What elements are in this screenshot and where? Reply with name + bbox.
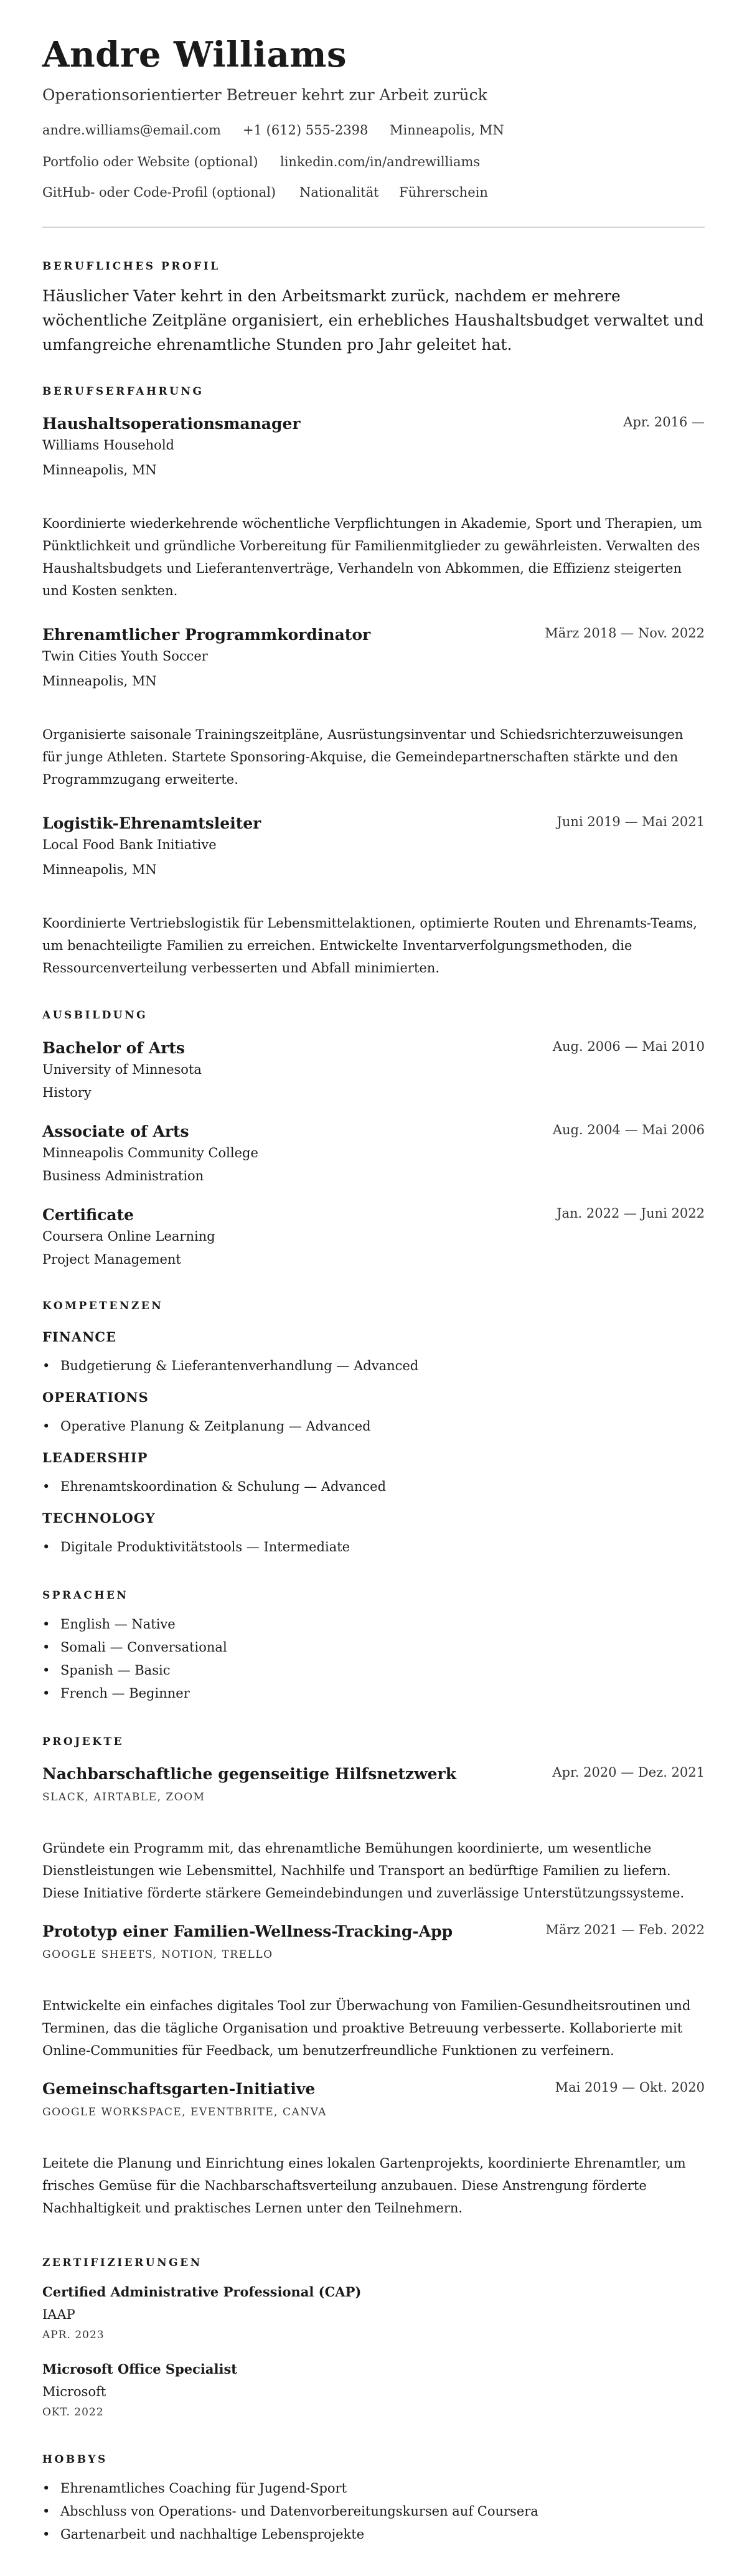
- project-title: Nachbarschaftliche gegenseitige Hilfsnetzwerk: [42, 1765, 457, 1783]
- certification-issuer: IAAP: [42, 2307, 75, 2322]
- project-description: Leitete die Planung und Einrichtung eines lokalen Gartenprojekts, koordinierte Ehrenamtler, um frisches Gemüse für die Nachbarschaftsverteilung anzubauen. Diese Anstrengung förderte Nachhaltigkeit und praktisches Lernen unter den Teilnehmern.: [42, 2156, 686, 2216]
- language-item: • English — Native: [42, 1617, 176, 1632]
- education-school: Minneapolis Community College: [42, 1145, 258, 1160]
- education-field: Project Management: [42, 1252, 181, 1267]
- skill-item: • Operative Planung & Zeitplanung — Advanced: [42, 1419, 371, 1434]
- contact-linkedin[interactable]: linkedin.com/in/andrewilliams: [280, 154, 481, 169]
- language-item: • Spanish — Basic: [42, 1663, 171, 1678]
- education-degree: Certificate: [42, 1206, 134, 1224]
- certification-date: OKT. 2022: [42, 2406, 104, 2419]
- language-item: • Somali — Conversational: [42, 1640, 227, 1655]
- job-date: März 2018 — Nov. 2022: [545, 626, 705, 641]
- job-location: Minneapolis, MN: [42, 674, 157, 689]
- project-description: Entwickelte ein einfaches digitales Tool zur Überwachung von Familien-Gesundheitsroutinen und Terminen, das die tägliche Organisation und proaktive Betreuung verbesserte. Kollaborierte mit Online-Communities für Feedback, um benutzerfreundliche Funktionen zu verfeinern.: [42, 1998, 691, 2058]
- project-date: März 2021 — Feb. 2022: [545, 1922, 705, 1937]
- job-location: Minneapolis, MN: [42, 463, 157, 477]
- section-heading-experience: BERUFSERFAHRUNG: [42, 385, 204, 398]
- job-description: Koordinierte wiederkehrende wöchentliche Verpflichtungen in Akademie, Sport und Therapien, um Pünktlichkeit und gründliche Vorbereitung für Familienmitglieder zu gewährleisten. Verwalten des Haushaltsbudgets und Lieferantenverträge, Verhandeln von Abkommen, die Effizienz steigerten und Kosten senkten.: [42, 516, 702, 598]
- contact-license: Führerschein: [399, 185, 488, 200]
- hobby-item: • Ehrenamtliches Coaching für Jugend-Sport: [42, 2481, 347, 2496]
- hobby-item: • Gartenarbeit und nachhaltige Lebensprojekte: [42, 2527, 365, 2542]
- education-school: Coursera Online Learning: [42, 1229, 215, 1244]
- section-heading-education: AUSBILDUNG: [42, 1009, 148, 1022]
- contact-email[interactable]: andre.williams@email.com: [42, 123, 221, 138]
- project-date: Apr. 2020 — Dez. 2021: [552, 1765, 705, 1780]
- job-title: Haushaltsoperationsmanager: [42, 415, 301, 433]
- education-date: Aug. 2004 — Mai 2006: [552, 1122, 705, 1137]
- contact-portfolio[interactable]: Portfolio oder Website (optional): [42, 154, 258, 169]
- project-tech: GOOGLE SHEETS, NOTION, TRELLO: [42, 1948, 273, 1961]
- skill-category: OPERATIONS: [42, 1389, 149, 1405]
- job-description: Koordinierte Vertriebslogistik für Lebensmittelaktionen, optimierte Routen und Ehrenamts-Teams, um benachteiligte Familien zu erreichen. Entwickelte Inventarverfolgungsmethoden, die Ressourcenverteilung verbesserten und Abfall minimierten.: [42, 916, 697, 975]
- project-tech: GOOGLE WORKSPACE, EVENTBRITE, CANVA: [42, 2106, 327, 2118]
- job-location: Minneapolis, MN: [42, 862, 157, 877]
- job-org: Local Food Bank Initiative: [42, 837, 217, 852]
- contact-nationality: Nationalität: [299, 185, 379, 200]
- section-heading-hobbies: HOBBYS: [42, 2453, 108, 2466]
- skill-category: TECHNOLOGY: [42, 1510, 156, 1526]
- education-date: Jan. 2022 — Juni 2022: [557, 1206, 705, 1221]
- section-heading-profile: BERUFLICHES PROFIL: [42, 260, 220, 273]
- section-heading-skills: KOMPETENZEN: [42, 1300, 164, 1312]
- skill-item: • Ehrenamtskoordination & Schulung — Advanced: [42, 1479, 387, 1494]
- skill-item: • Digitale Produktivitätstools — Intermediate: [42, 1539, 350, 1554]
- project-date: Mai 2019 — Okt. 2020: [555, 2080, 705, 2095]
- job-org: Twin Cities Youth Soccer: [42, 649, 208, 664]
- contact-github[interactable]: GitHub- oder Code-Profil (optional): [42, 185, 276, 200]
- education-field: History: [42, 1085, 92, 1100]
- job-title: Ehrenamtlicher Programmkordinator: [42, 626, 371, 644]
- certification-title: Certified Administrative Professional (CAP): [42, 2284, 362, 2300]
- section-heading-projects: PROJEKTE: [42, 1736, 125, 1748]
- certification-date: APR. 2023: [42, 2329, 105, 2341]
- education-degree: Bachelor of Arts: [42, 1039, 186, 1057]
- education-field: Business Administration: [42, 1168, 204, 1183]
- header-divider: [42, 227, 705, 228]
- section-heading-certifications: ZERTIFIZIERUNGEN: [42, 2257, 202, 2269]
- education-date: Aug. 2006 — Mai 2010: [552, 1039, 705, 1054]
- profile-text: Häuslicher Vater kehrt in den Arbeitsmarkt zurück, nachdem er mehrere wöchentliche Zeitpläne organisiert, ein erhebliches Haushaltsbudget verwaltet und umfangreiche ehrenamtliche Stunden pro Jahr geleitet hat.: [42, 287, 704, 354]
- project-description: Gründete ein Programm mit, das ehrenamtliche Bemühungen koordinierte, um wesentliche Dienstleistungen wie Lebensmittel, Nachhilfe und Transport an bedürftige Familien zu liefern. Diese Initiative förderte stärkere Gemeindebindungen und zuverlässige Unterstützungssysteme.: [42, 1841, 685, 1901]
- job-title: Logistik-Ehrenamtsleiter: [42, 814, 261, 832]
- project-title: Gemeinschaftsgarten-Initiative: [42, 2080, 316, 2098]
- skill-item: • Budgetierung & Lieferantenverhandlung — Advanced: [42, 1358, 419, 1373]
- candidate-subtitle: Operationsorientierter Betreuer kehrt zur Arbeit zurück: [42, 86, 487, 104]
- education-school: University of Minnesota: [42, 1062, 202, 1077]
- contact-location: Minneapolis, MN: [390, 123, 504, 138]
- candidate-name: Andre Williams: [42, 34, 347, 75]
- hobby-item: • Abschluss von Operations- und Datenvorbereitungskursen auf Coursera: [42, 2504, 538, 2519]
- project-tech: SLACK, AIRTABLE, ZOOM: [42, 1791, 205, 1803]
- certification-title: Microsoft Office Specialist: [42, 2361, 237, 2377]
- education-degree: Associate of Arts: [42, 1122, 189, 1140]
- job-org: Williams Household: [42, 438, 174, 453]
- project-title: Prototyp einer Familien-Wellness-Tracking-App: [42, 1922, 453, 1940]
- skill-category: LEADERSHIP: [42, 1450, 148, 1465]
- contact-phone[interactable]: +1 (612) 555-2398: [243, 123, 369, 138]
- job-description: Organisierte saisonale Trainingszeitpläne, Ausrüstungsinventar und Schiedsrichterzuweisungen für junge Athleten. Startete Sponsoring-Akquise, die Gemeindepartnerschaften stärkte und den Programmzugang erweiterte.: [42, 727, 684, 787]
- job-date: Juni 2019 — Mai 2021: [557, 814, 705, 829]
- section-heading-languages: SPRACHEN: [42, 1589, 129, 1602]
- language-item: • French — Beginner: [42, 1686, 190, 1701]
- certification-issuer: Microsoft: [42, 2384, 106, 2399]
- job-date: Apr. 2016 —: [623, 415, 705, 430]
- skill-category: FINANCE: [42, 1329, 117, 1345]
